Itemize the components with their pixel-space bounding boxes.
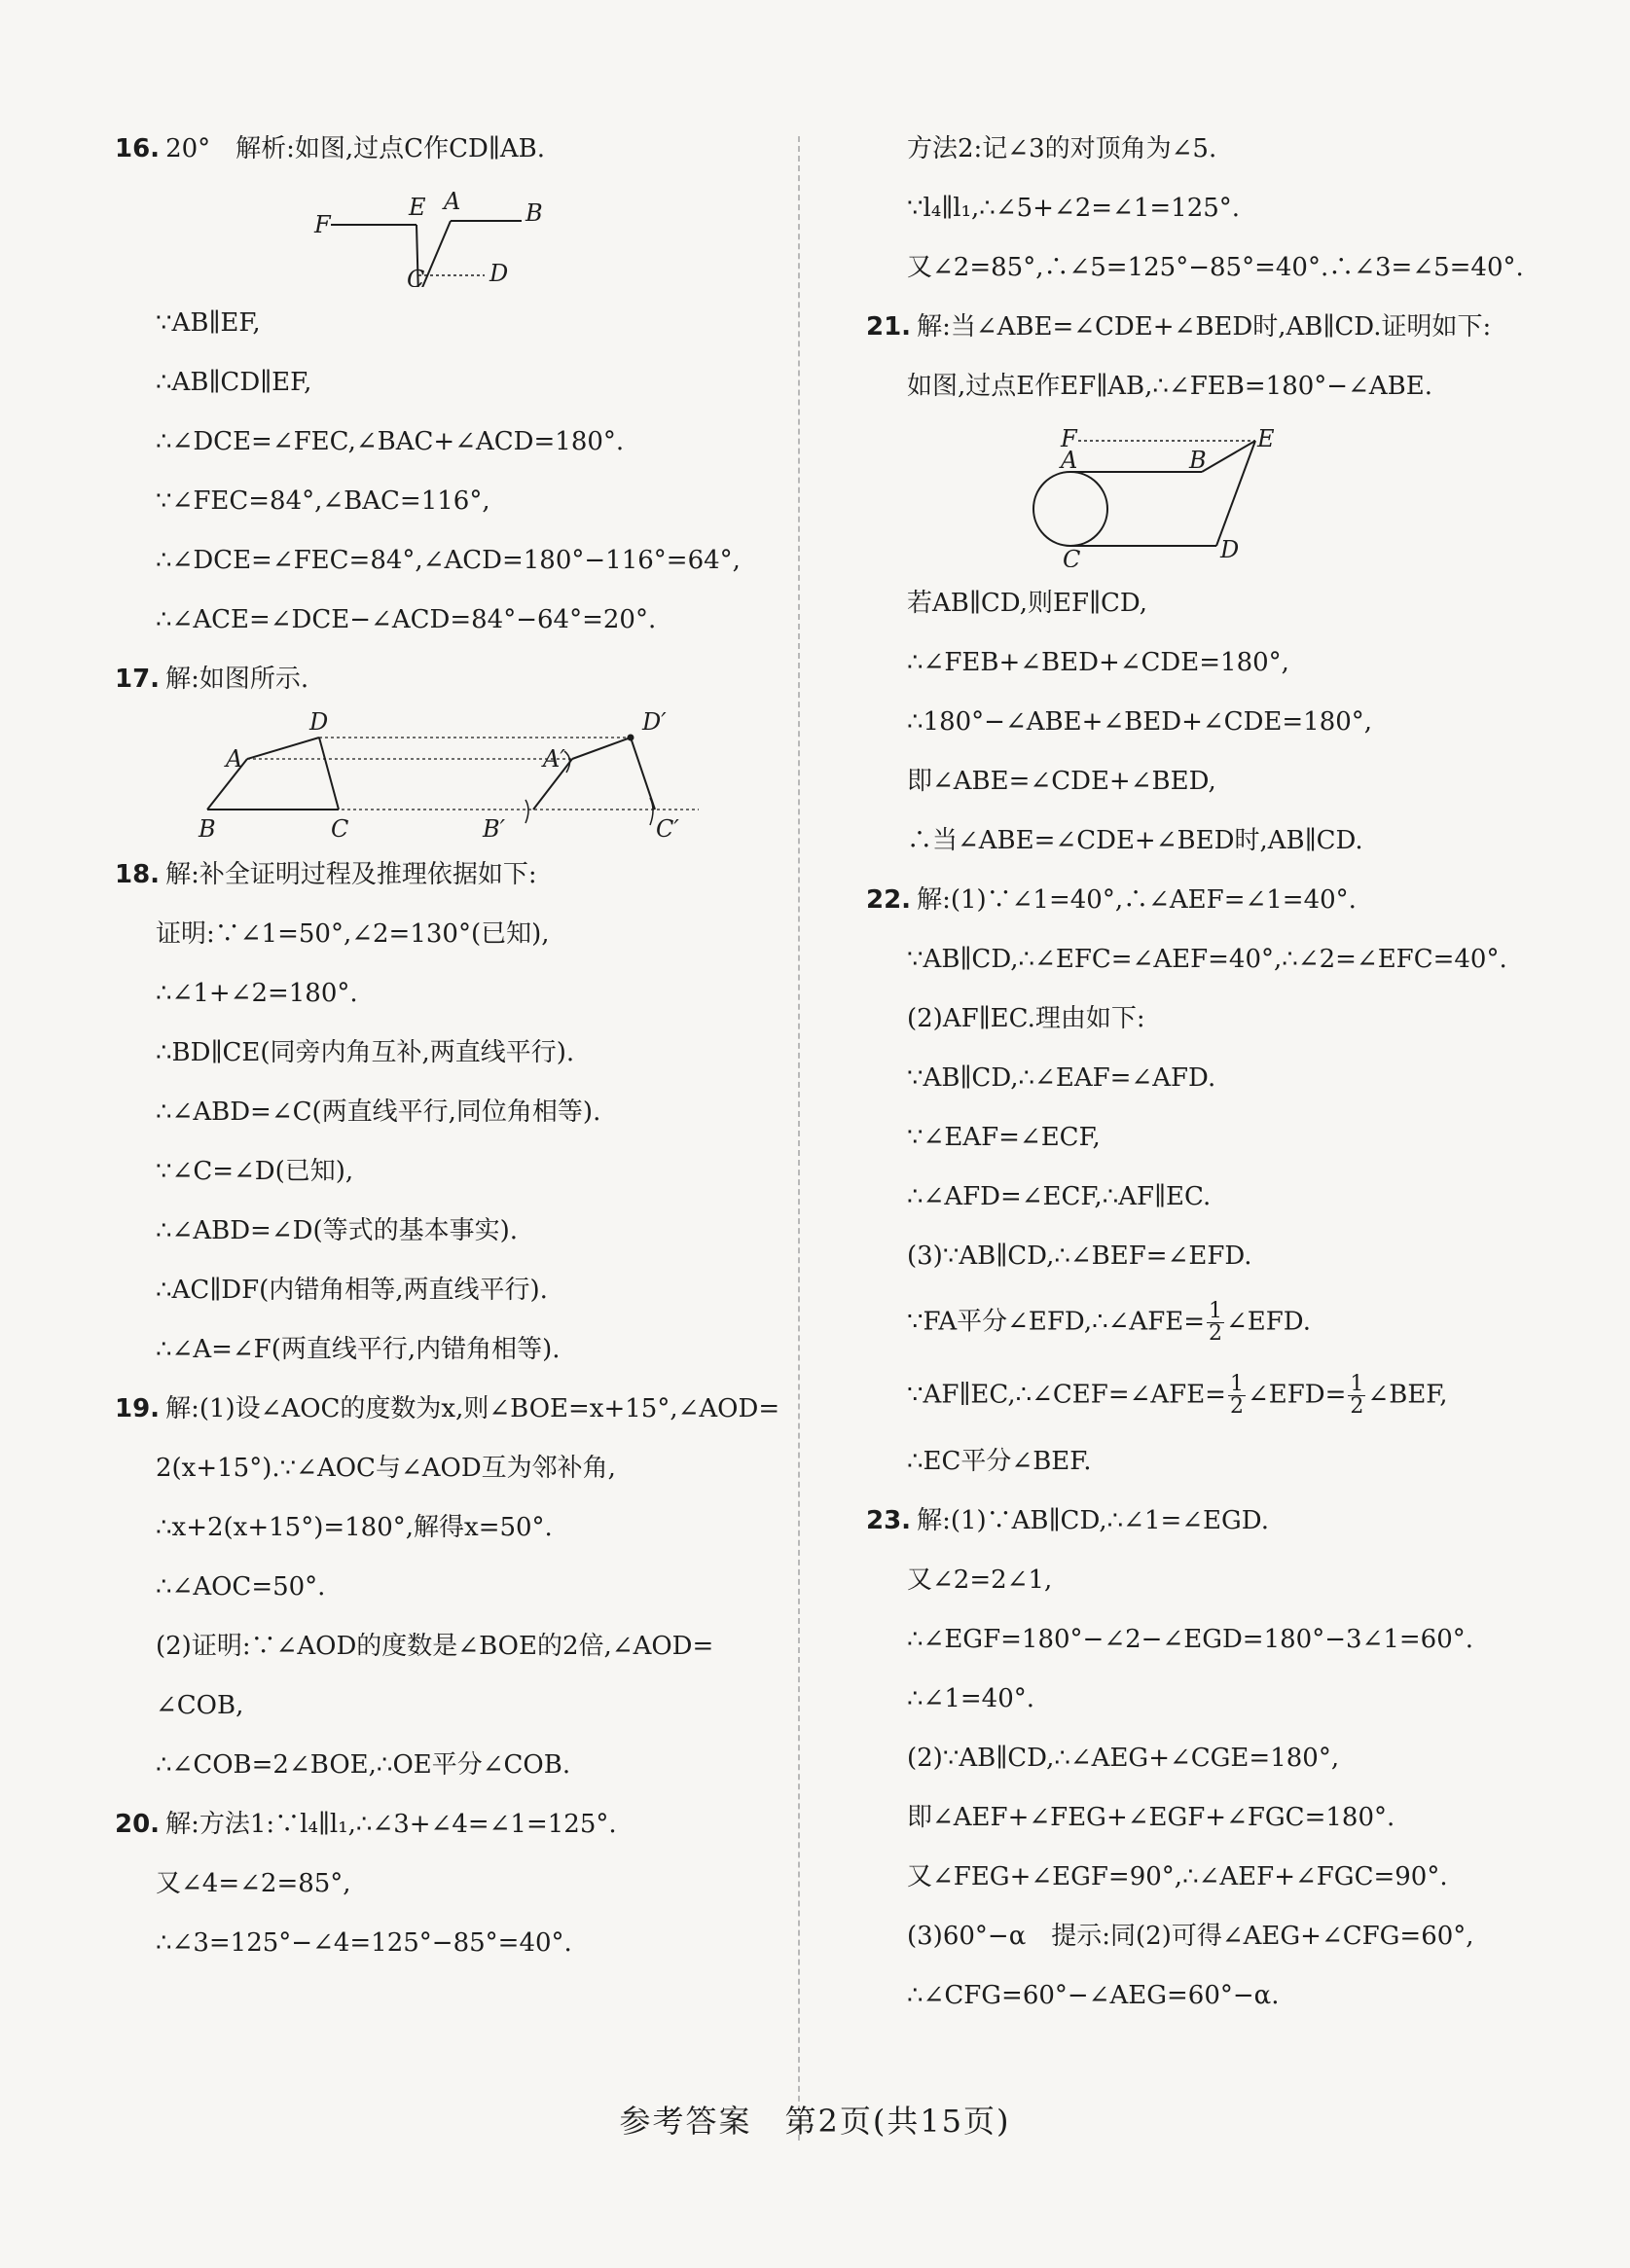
q23-line: (3)60°−α 提示:同(2)可得∠AEG+∠CFG=60°, [907,1922,1474,1951]
q16-label-A: A [444,188,461,215]
q17-label-D: D [309,712,329,736]
q16-line: ∵∠FEC=84°,∠BAC=116°, [156,486,490,516]
q17-label-A-prime: A′ [543,745,565,773]
q22-line: ∴∠AFD=∠ECF,∴AF∥EC. [907,1182,1212,1211]
q16-label-F: F [314,211,331,238]
q22-line: (2)AF∥EC.理由如下: [907,1004,1145,1033]
q23-line: 又∠FEG+∠EGF=90°,∴∠AEF+∠FGC=90°. [907,1862,1448,1891]
q18-line: ∵∠C=∠D(已知), [156,1157,354,1186]
q18-line: 证明:∵∠1=50°,∠2=130°(已知), [156,919,550,949]
q22-frac-line-2: ∵AF∥EC,∴∠CEF=∠AFE= $\frac{1}{2}$ ∠EFD= $\frac{1}{2}$ ∠BEF, [907,1372,1448,1419]
q22-frac-line-1: ∵FA平分∠EFD,∴∠AFE= $\frac{1}{2}$ ∠EFD. [907,1299,1311,1346]
left-column [115,134,786,1988]
q18-head: 18. 解:补全证明过程及推理依据如下: [115,860,537,889]
right-column [866,134,1547,2040]
q21-label-D: D [1220,536,1240,563]
q21-diagram [866,421,1547,567]
q23-line: ∴∠CFG=60°−∠AEG=60°−α. [907,1981,1280,2010]
q23-line: ∴∠1=40°. [907,1684,1035,1713]
q22-line: ∵∠EAF=∠ECF, [907,1123,1101,1152]
q17-label-D-prime: D′ [642,712,667,736]
q18-line: ∴∠ABD=∠C(两直线平行,同位角相等). [156,1098,601,1127]
q20-cont-line: 方法2:记∠3的对顶角为∠5. [907,134,1217,163]
q17-figure [115,712,786,839]
fraction: $\frac{1}{2}$ [1350,1372,1364,1419]
q23-line: ∴∠EGF=180°−∠2−∠EGD=180°−3∠1=60°. [907,1625,1474,1654]
q18-line: ∴AC∥DF(内错角相等,两直线平行). [156,1276,548,1305]
q21-label-E: E [1257,425,1275,452]
q21-line: 即∠ABE=∠CDE+∠BED, [907,767,1216,796]
q16-line: ∴∠ACE=∠DCE−∠ACD=84°−64°=20°. [156,605,657,634]
q19-line: ∴∠COB=2∠BOE,∴OE平分∠COB. [156,1750,571,1780]
q16-label-D: D [489,260,509,287]
fraction: $\frac{1}{2}$ [1209,1299,1222,1346]
q21-line: 若AB∥CD,则EF∥CD, [907,589,1148,618]
q21-line: ∴当∠ABE=∠CDE+∠BED时,AB∥CD. [907,826,1363,855]
q18-line: ∴BD∥CE(同旁内角互补,两直线平行). [156,1038,575,1067]
q18-line: ∴∠1+∠2=180°. [156,979,358,1008]
q17-label-B: B [199,815,216,839]
q22-line: (3)∵AB∥CD,∴∠BEF=∠EFD. [907,1242,1252,1271]
q16-label-C: C [407,266,425,287]
q20-cont-line: ∵l₄∥l₁,∴∠5+∠2=∠1=125°. [907,194,1241,223]
q21-figure [866,421,1547,567]
q23-line: 即∠AEF+∠FEG+∠EGF+∠FGC=180°. [907,1803,1395,1832]
q17-head: 17. 解:如图所示. [115,665,309,694]
q19-line: 2(x+15°).∵∠AOC与∠AOD互为邻补角, [156,1454,616,1483]
q16-label-E: E [409,194,426,221]
q16-line: ∴∠DCE=∠FEC=84°,∠ACD=180°−116°=64°, [156,546,741,575]
q17-diagram [115,712,786,839]
q21-line: ∴∠FEB+∠BED+∠CDE=180°, [907,648,1289,677]
q19-line: ∠COB, [156,1691,244,1720]
q20-cont-line: 又∠2=85°,∴∠5=125°−85°=40°.∴∠3=∠5=40°. [907,253,1524,282]
q16-line: ∴AB∥CD∥EF, [156,368,312,397]
q22-line: ∴EC平分∠BEF. [907,1447,1092,1476]
q21-line: ∴180°−∠ABE+∠BED+∠CDE=180°, [907,707,1373,737]
q18-line: ∴∠A=∠F(两直线平行,内错角相等). [156,1335,561,1364]
q18-line: ∴∠ABD=∠D(等式的基本事实). [156,1216,519,1245]
q23-line: 又∠2=2∠1, [907,1566,1053,1595]
q23-line: (2)∵AB∥CD,∴∠AEG+∠CGE=180°, [907,1744,1340,1773]
q22-line: ∵AB∥CD,∴∠EAF=∠AFD. [907,1063,1216,1093]
q19-line: (2)证明:∵∠AOD的度数是∠BOE的2倍,∠AOD= [156,1632,714,1661]
column-divider [798,136,800,2141]
q20-head: 20. 解:方法1:∵l₄∥l₁,∴∠3+∠4=∠1=125°. [115,1810,617,1839]
q19-line: ∴∠AOC=50°. [156,1572,326,1602]
q16-diagram [115,182,786,287]
q22-head: 22. 解:(1)∵∠1=40°,∴∠AEF=∠1=40°. [866,885,1357,915]
q21-line: 如图,过点E作EF∥AB,∴∠FEB=180°−∠ABE. [907,372,1432,401]
q21-label-F: F [1061,425,1077,452]
q23-head: 23. 解:(1)∵AB∥CD,∴∠1=∠EGD. [866,1506,1269,1535]
q19-line: ∴x+2(x+15°)=180°,解得x=50°. [156,1513,553,1542]
q21-label-A: A [1061,447,1078,474]
q17-label-C-prime: C′ [656,815,679,839]
q17-label-A: A [226,745,243,773]
q17-label-B-prime: B′ [483,815,506,839]
q21-label-B: B [1189,447,1207,474]
q16-figure [115,182,786,287]
q16-line: ∴∠DCE=∠FEC,∠BAC+∠ACD=180°. [156,427,625,456]
page-footer: 参考答案 第2页(共15页) [619,2103,1011,2140]
q16-label-B: B [525,199,543,227]
q17-label-C: C [331,815,349,839]
q16-head: 16. 20° 解析:如图,过点C作CD∥AB. [115,134,545,163]
q20-line: 又∠4=∠2=85°, [156,1869,351,1898]
q21-label-C: C [1063,546,1081,567]
q22-line: ∵AB∥CD,∴∠EFC=∠AEF=40°,∴∠2=∠EFC=40°. [907,945,1507,974]
fraction: $\frac{1}{2}$ [1229,1372,1244,1419]
q19-head: 19. 解:(1)设∠AOC的度数为x,则∠BOE=x+15°,∠AOD= [115,1394,780,1423]
q16-line: ∵AB∥EF, [156,308,261,338]
q20-line: ∴∠3=125°−∠4=125°−85°=40°. [156,1928,572,1958]
q21-head: 21. 解:当∠ABE=∠CDE+∠BED时,AB∥CD.证明如下: [866,312,1492,342]
